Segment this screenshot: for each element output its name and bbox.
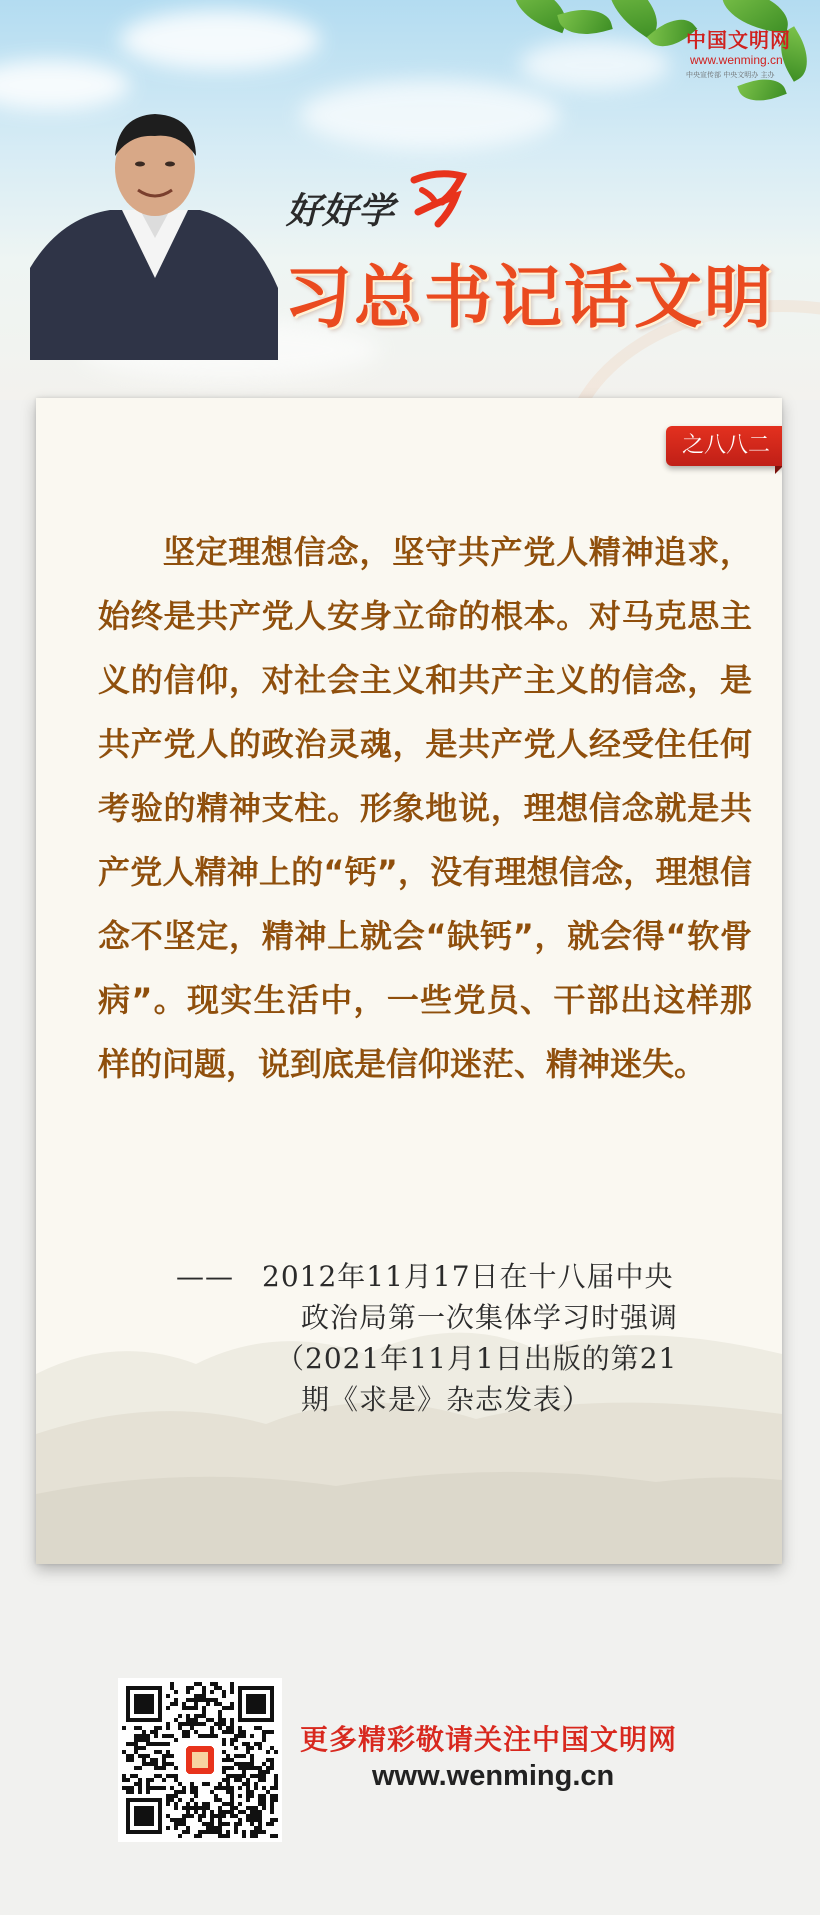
follow-prompt: 更多精彩敬请关注中国文明网 (300, 1723, 678, 1756)
source-line-1: 2012年11月17日在十八届中央 (262, 1260, 674, 1293)
source-line-3: （2021年11月1日出版的第21 (276, 1342, 678, 1375)
calligraphy-xi-mark (408, 166, 468, 228)
quote-body: 坚定理想信念，坚守共产党人精神追求，始终是共产党人安身立命的根本。对马克思主义的信仰，对社会主义和共产主义的信念，是共产党人的政治灵魂，是共产党人经受住任何考验的精神支柱。形象地说，理想信念就是共产党人精神上的“钙”，没有理想信念，理想信念不坚定，精神上就会“缺钙”，就会得“软骨病”。现实生活中，一些党员、干部出这样那样的问题，说到底是信仰迷茫、精神迷失。 (98, 533, 752, 1083)
site-url-link[interactable]: www.wenming.cn (372, 1760, 615, 1792)
leaf-icon (557, 2, 613, 42)
site-logo-name: 中国文明网 (686, 28, 791, 52)
quote-card (36, 398, 782, 1564)
slogan-title: 习总书记话文明 (284, 259, 775, 338)
qr-code[interactable] (118, 1678, 282, 1842)
cloud-decoration (120, 10, 320, 70)
episode-number-badge: 之八八二 (666, 426, 782, 466)
source-line-2: 政治局第一次集体学习时强调 (301, 1301, 679, 1334)
quote-source (176, 1256, 766, 1420)
badge-fold (775, 466, 782, 474)
portrait-photo (30, 98, 278, 360)
quote-text (98, 520, 752, 1096)
source-dash: —— (176, 1260, 234, 1293)
site-logo-sponsors: 中央宣传部 中央文明办 主办 (686, 71, 775, 79)
source-line-4: 期《求是》杂志发表） (301, 1383, 592, 1416)
site-logo-url: www.wenming.cn (690, 53, 783, 67)
cloud-decoration (520, 40, 670, 90)
cloud-decoration (300, 80, 560, 150)
slogan-small-text: 好好学 (286, 191, 395, 232)
header-banner (0, 0, 820, 400)
